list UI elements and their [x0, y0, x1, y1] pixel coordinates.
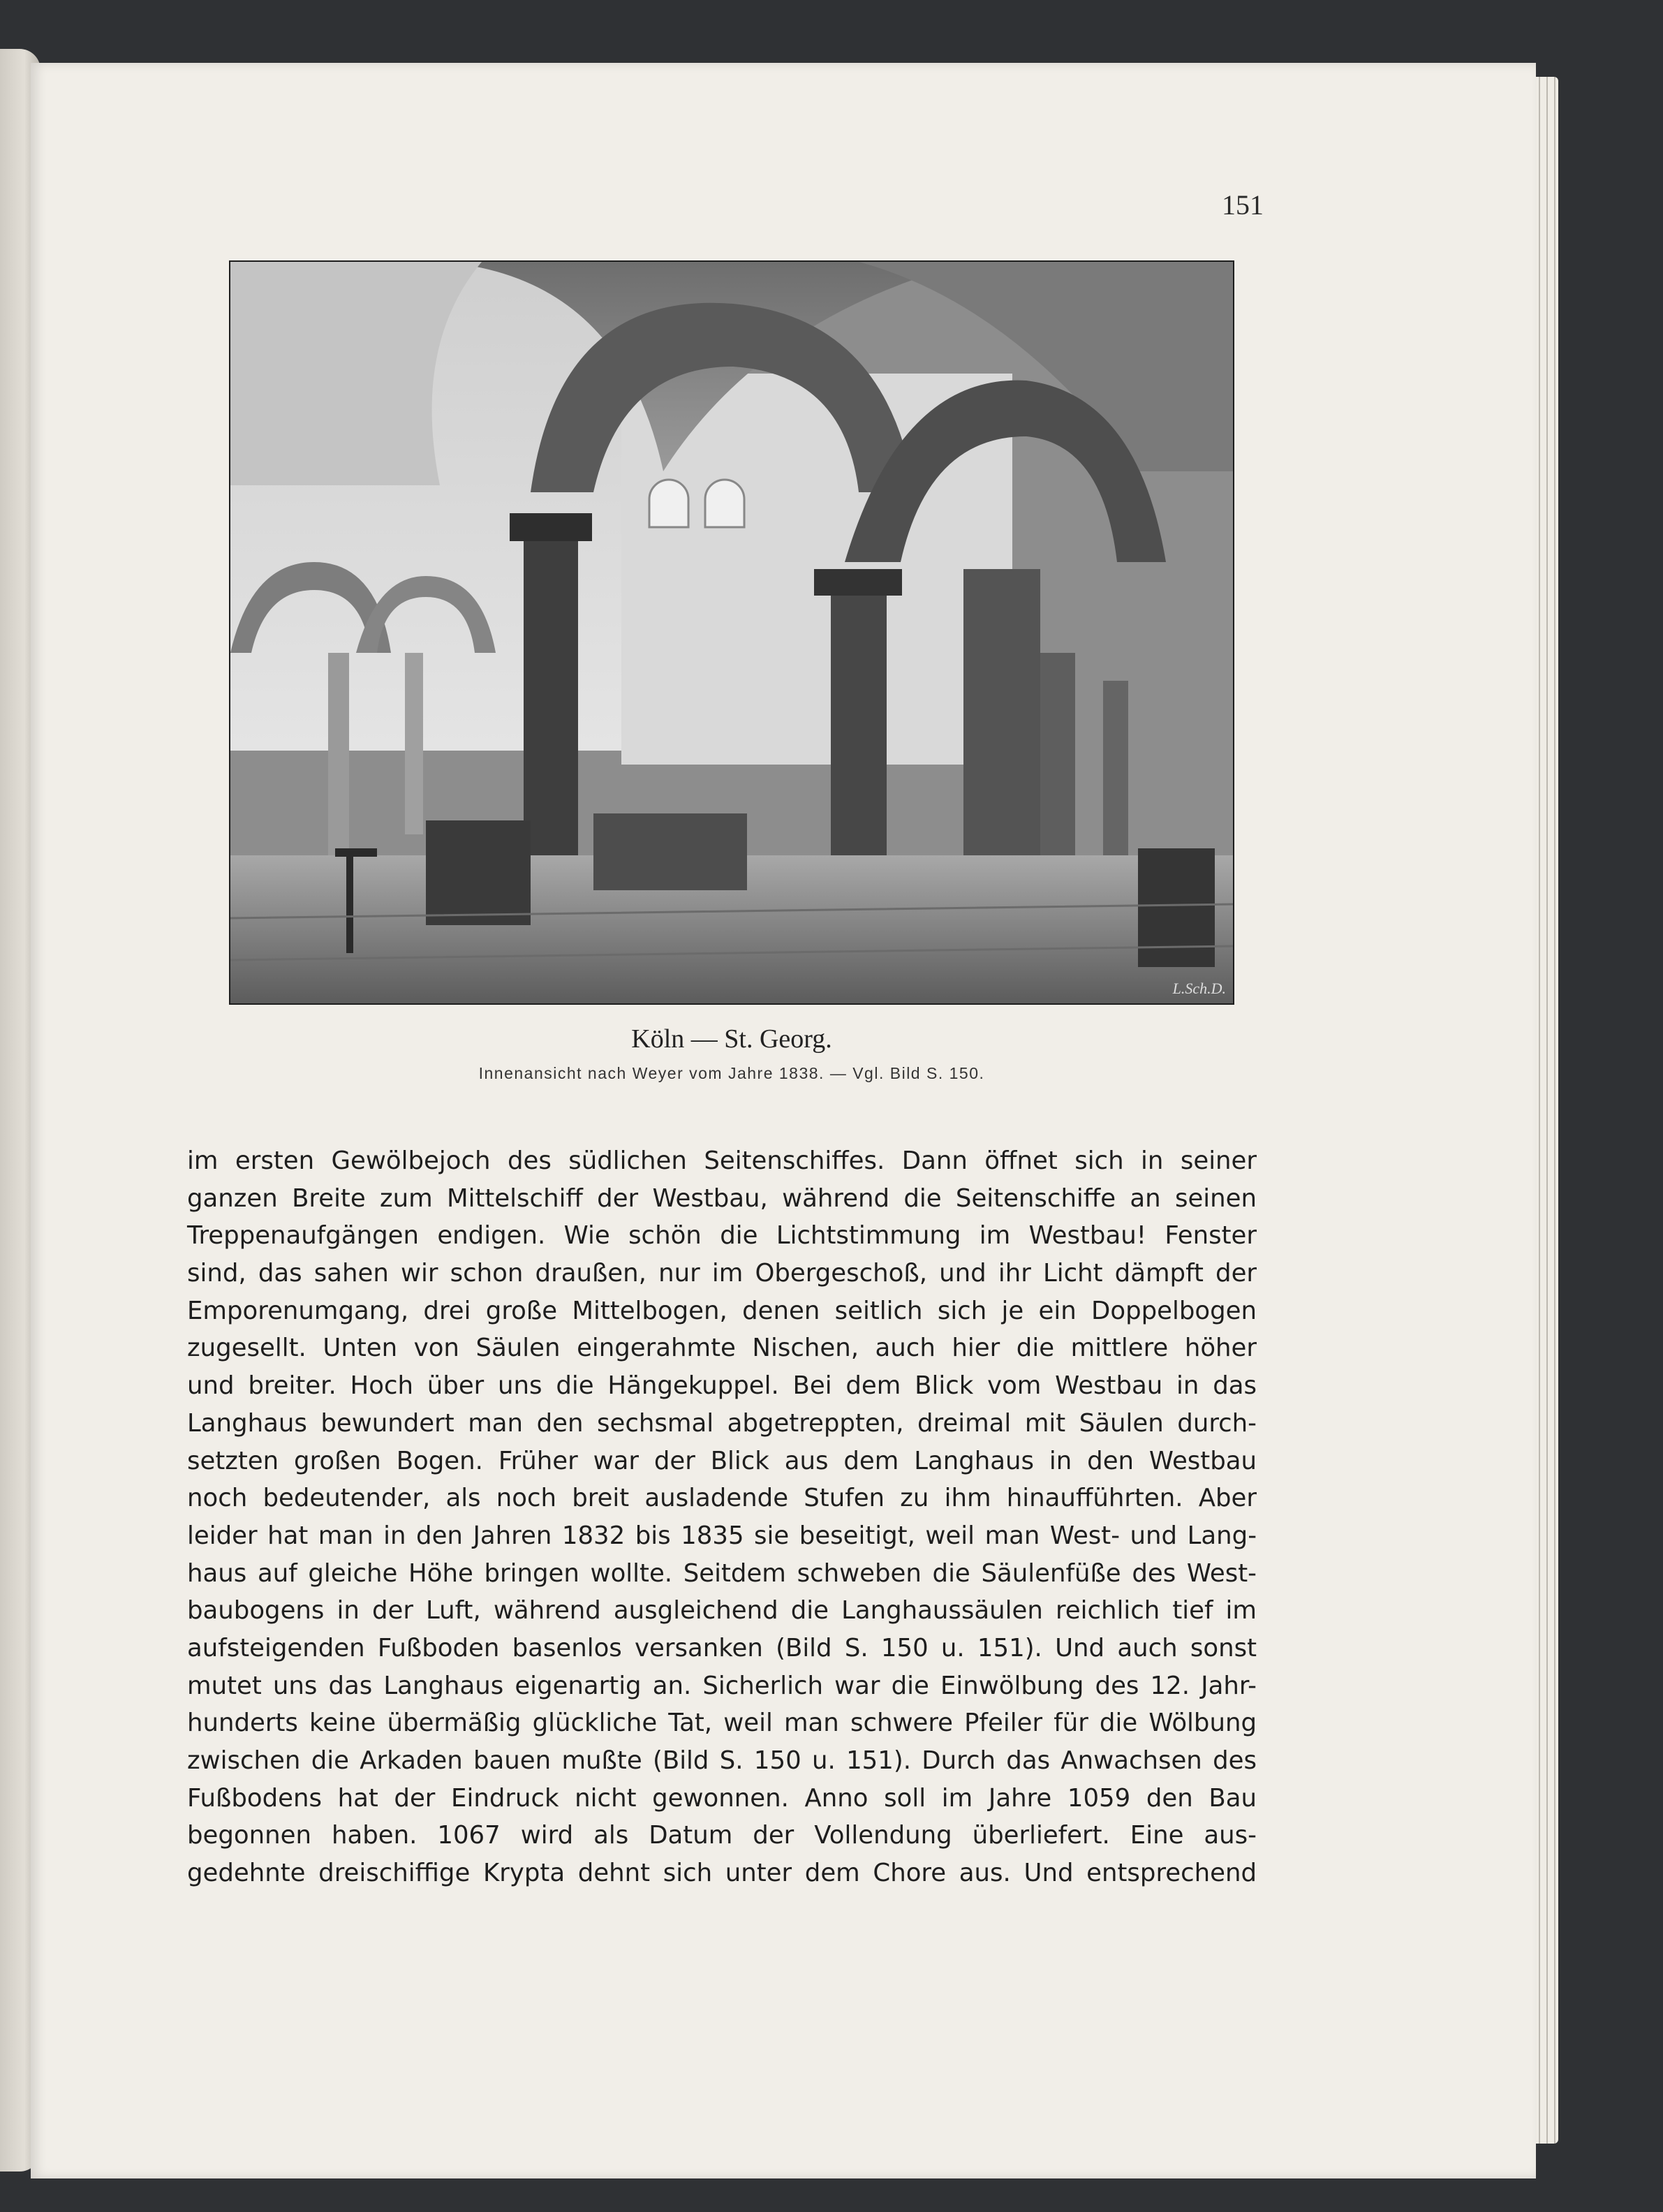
figure-caption-title: Köln — St. Georg.: [631, 1024, 832, 1054]
page-number: 151: [1222, 189, 1264, 221]
body-text: [187, 1142, 1257, 1892]
text-line: hunderts keine übermäßig glückliche Tat, weil man schwere Pfeiler für die Wölbung: [187, 1709, 1257, 1738]
text-line: und breiter. Hoch über uns die Hängekuppel. Bei dem Blick vom Westbau in das: [187, 1371, 1257, 1401]
text-line: ganzen Breite zum Mittelschiff der Westbau, während die Seitenschiffe an seinen: [187, 1184, 1257, 1213]
text-line: Emporenumgang, drei große Mittelbogen, denen seitlich sich je ein Doppelbogen: [187, 1296, 1257, 1325]
artist-signature: L.Sch.D.: [1172, 980, 1226, 997]
text-line: noch bedeutender, als noch breit ausladende Stufen zu ihm hinaufführten. Aber: [187, 1484, 1257, 1513]
text-line: leider hat man in den Jahren 1832 bis 1835 sie beseitigt, weil man West- und Lang-: [187, 1521, 1257, 1550]
text-line: gedehnte dreischiffige Krypta dehnt sich unter dem Chore aus. Und entsprechend: [187, 1859, 1257, 1888]
text-line: Fußbodens hat der Eindruck nicht gewonnen. Anno soll im Jahre 1059 den Bau: [187, 1783, 1257, 1813]
text-line: zugesellt. Unten von Säulen eingerahmte Nischen, auch hier die mittlere höher: [187, 1334, 1257, 1363]
text-line: haus auf gleiche Höhe bringen wollte. Seitdem schweben die Säulenfüße des West-: [187, 1558, 1257, 1588]
text-line: begonnen haben. 1067 wird als Datum der Vollendung überliefert. Eine aus-: [187, 1821, 1257, 1850]
figure-caption-subtitle: Innenansicht nach Weyer vom Jahre 1838. — Vgl. Bild S. 150.: [478, 1064, 985, 1082]
text-line: mutet uns das Langhaus eigenartig an. Sicherlich war die Einwölbung des 12. Jahr-: [187, 1671, 1257, 1700]
text-line: zwischen die Arkaden bauen mußte (Bild S. 150 u. 151). Durch das Anwachsen des: [187, 1746, 1257, 1775]
text-line: aufsteigenden Fußboden basenlos versanken (Bild S. 150 u. 151). Und auch sonst: [187, 1633, 1257, 1662]
text-line: Langhaus bewundert man den sechsmal abgetreppten, dreimal mit Säulen durch-: [187, 1408, 1257, 1438]
text-line: setzten großen Bogen. Früher war der Blick aus dem Langhaus in den Westbau: [187, 1446, 1257, 1475]
text-line: sind, das sahen wir schon draußen, nur im Obergeschoß, und ihr Licht dämpft der: [187, 1259, 1257, 1288]
church-interior-drawing: [230, 262, 1233, 1003]
text-line: Treppenaufgängen endigen. Wie schön die Lichtstimmung im Westbau! Fenster: [187, 1221, 1257, 1251]
text-line: im ersten Gewölbejoch des südlichen Seitenschiffes. Dann öffnet sich in seiner: [187, 1146, 1257, 1175]
church-interior-illustration: [229, 260, 1234, 1005]
text-line: baubogens in der Luft, während ausgleichend die Langhaussäulen reichlich tief im: [187, 1596, 1257, 1625]
